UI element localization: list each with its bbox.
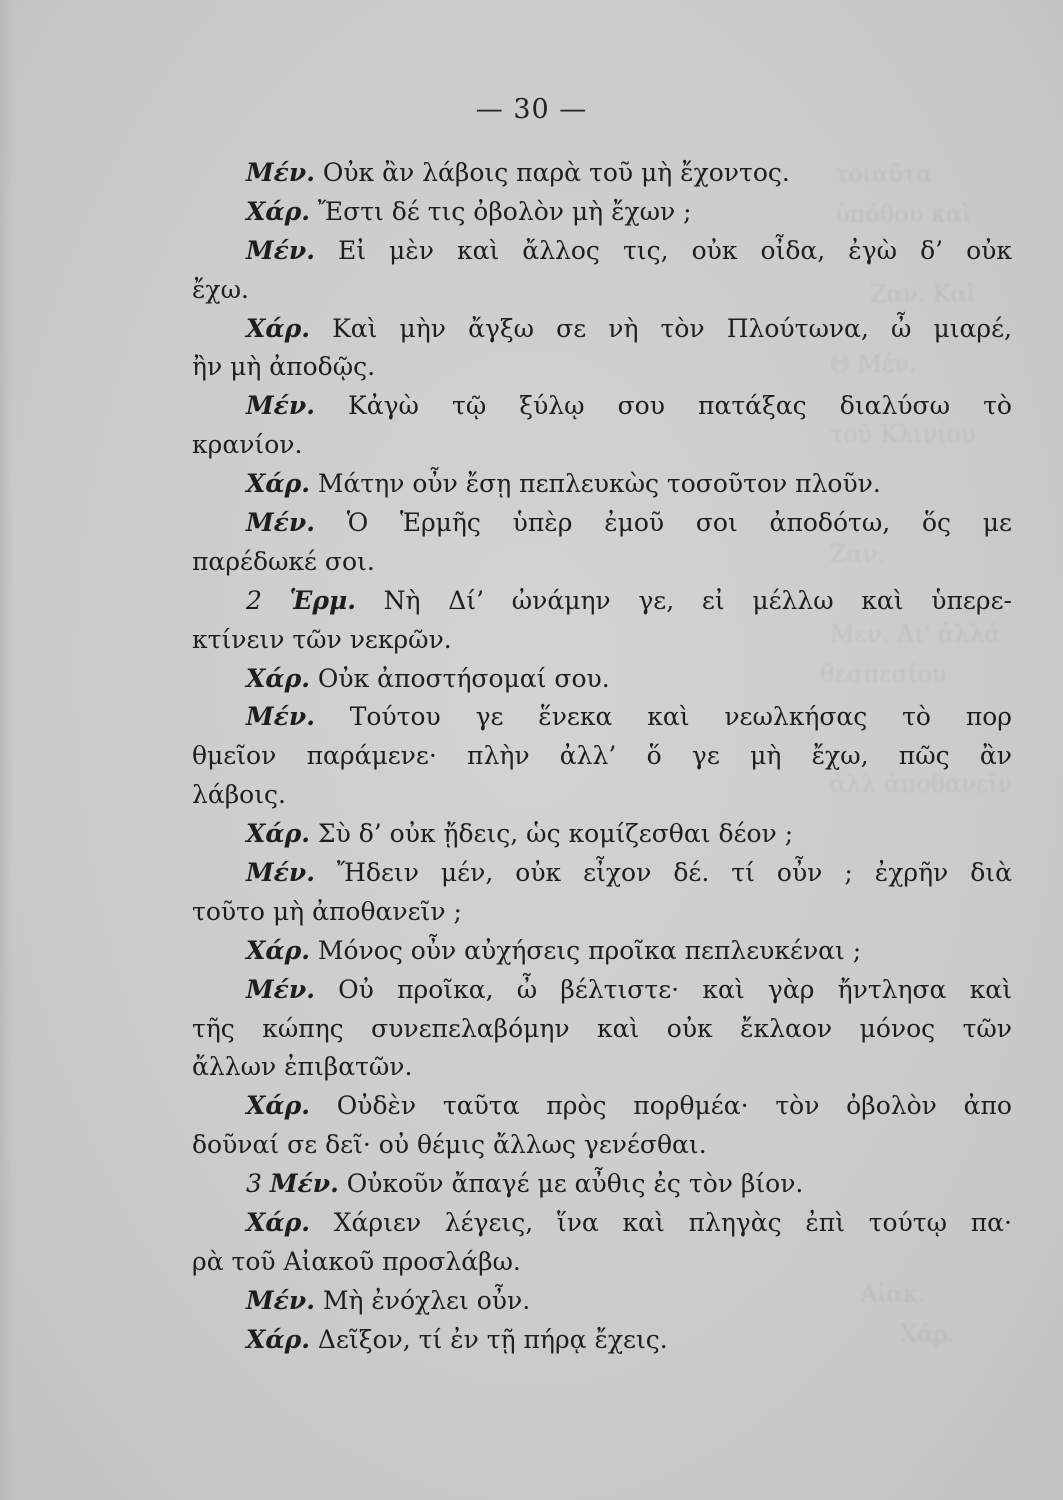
- line-text: Καὶ μὴν ἄγξω σε νὴ τὸν Πλούτωνα, ὦ μιαρέ,: [309, 313, 1012, 343]
- line-text: λάβοις.: [192, 780, 286, 810]
- line-text: ἔχω.: [192, 274, 249, 304]
- line-text: Οὐκ ἀποστήσομαί σου.: [309, 663, 610, 693]
- section-number: 3: [246, 1169, 262, 1199]
- text-line: [192, 232, 1012, 271]
- line-text: Οὐκοῦν ἄπαγέ με αὖθις ἐς τὸν βίον.: [338, 1169, 804, 1199]
- speaker-label: Χάρ.: [246, 1091, 310, 1121]
- text-line: [192, 698, 1012, 737]
- text-line: [192, 1321, 1012, 1360]
- speaker-label: Μέν.: [246, 858, 315, 888]
- speaker-label: Χάρ.: [246, 1208, 310, 1238]
- line-text: παρέδωκέ σοι.: [192, 546, 375, 576]
- line-text: ἄλλων ἐπιβατῶν.: [192, 1052, 413, 1082]
- text-line: [192, 854, 1012, 893]
- text-line: [192, 776, 1012, 815]
- text-line: [192, 737, 1012, 776]
- line-text: ἢν μὴ ἀποδῷς.: [192, 352, 376, 382]
- line-text: Οὐκ ἂν λάβοις παρὰ τοῦ μὴ ἔχοντος.: [314, 158, 790, 187]
- section-number: 2: [246, 585, 262, 615]
- line-text: Μάτην οὖν ἔσῃ πεπλευκὼς τοσοῦτον πλοῦν.: [309, 469, 881, 499]
- text-line: [192, 893, 1012, 932]
- line-text: Ὁ Ἑρμῆς ὑπὲρ ἐμοῦ σοι ἀποδότω, ὅς με: [314, 508, 1012, 538]
- text-line: [192, 1282, 1012, 1321]
- text-line: [192, 932, 1012, 971]
- line-text: θμεῖον παράμενε· πλὴν ἀλλ’ ὅ γε μὴ ἔχω, πῶς ἂν: [192, 741, 1012, 771]
- speaker-label: Χάρ.: [246, 1324, 310, 1354]
- line-text: Δεῖξον, τί ἐν τῇ πήρᾳ ἔχεις.: [309, 1324, 668, 1354]
- text-line: [192, 426, 1012, 465]
- text-line: [192, 1048, 1012, 1087]
- text-line: [192, 1204, 1012, 1243]
- line-text: Οὐ προῖκα, ὦ βέλτιστε· καὶ γὰρ ἤντλησα καὶ: [314, 974, 1012, 1004]
- speaker-label: Χάρ.: [246, 663, 310, 693]
- speaker-label: Μέν.: [246, 391, 315, 421]
- line-text: Ἤδειν μέν, οὐκ εἶχον δέ. τί οὖν ; ἐχρῆν διὰ: [314, 858, 1012, 888]
- speaker-label: Χάρ.: [246, 469, 310, 499]
- line-text: Ἔστι δέ τις ὀβολὸν μὴ ἔχων ;: [309, 196, 692, 226]
- speaker-label: Χάρ.: [246, 313, 310, 343]
- line-text: κρανίον.: [192, 430, 303, 460]
- line-text: Μόνος οὖν αὐχήσεις προῖκα πεπλευκέναι ;: [309, 935, 862, 965]
- line-text: Μὴ ἐνόχλει οὖν.: [314, 1285, 531, 1315]
- speaker-label: Χάρ.: [246, 196, 310, 226]
- line-text: ρὰ τοῦ Αἰακοῦ προσλάβω.: [192, 1246, 521, 1276]
- page-edge-shadow: [0, 0, 14, 1500]
- text-line: [192, 815, 1012, 854]
- line-text: τοῦτο μὴ ἀποθανεῖν ;: [192, 896, 462, 926]
- text-line: [192, 582, 1012, 621]
- text-line: [192, 154, 1012, 193]
- text-line: [192, 310, 1012, 349]
- line-text: δοῦναί σε δεῖ· οὐ θέμις ἄλλως γενέσθαι.: [192, 1130, 707, 1160]
- text-line: [192, 348, 1012, 387]
- text-line: [192, 1126, 1012, 1165]
- speaker-label: Μέν.: [246, 974, 315, 1004]
- line-text: τῆς κώπης συνεπελαβόμην καὶ οὐκ ἔκλαον μόνος τῶν: [192, 1013, 1012, 1043]
- line-text: Εἰ μὲν καὶ ἄλλος τις, οὐκ οἶδα, ἐγὼ δ’ οὐκ: [314, 235, 1012, 265]
- text-line: [192, 465, 1012, 504]
- speaker-label: Μέν.: [246, 1285, 315, 1315]
- line-text: Σὺ δ’ οὐκ ᾔδεις, ὡς κομίζεσθαι δέον ;: [309, 819, 794, 849]
- text-line: [192, 1010, 1012, 1049]
- line-text: Νὴ Δί’ ὠνάμην γε, εἰ μέλλω καὶ ὑπερε-: [355, 585, 1012, 615]
- text-line: [192, 660, 1012, 699]
- text-line: [192, 971, 1012, 1010]
- text-line: [192, 1243, 1012, 1282]
- bleed-through: τοιαῦτα ὑπόθου καὶ Ζαν. Καὶ Θ Μέν. τοῦ Κλινίου Ζαν. Μεν. Δι' ἀλλά θεσπεσίου ἀλλ ἀποθανεῖν Αἰακ. Χάρ.: [820, 160, 1013, 1348]
- text-line: [192, 504, 1012, 543]
- speaker-label: Ἑρμ.: [289, 585, 356, 615]
- speaker-label: Μέν.: [269, 1169, 339, 1199]
- speaker-label: Μέν.: [246, 158, 315, 187]
- speaker-label: Χάρ.: [246, 819, 310, 849]
- line-text: Κἀγὼ τῷ ξύλῳ σου πατάξας διαλύσω τὸ: [314, 391, 1012, 421]
- line-text: Τούτου γε ἕνεκα καὶ νεωλκήσας τὸ πορ: [314, 702, 1012, 732]
- speaker-label: Μέν.: [246, 702, 315, 732]
- text-line: [192, 1087, 1012, 1126]
- text-line: [192, 1165, 1012, 1204]
- text-line: [192, 193, 1012, 232]
- text-block: [192, 154, 1012, 1360]
- speaker-label: Μέν.: [246, 235, 315, 265]
- line-text: Χάριεν λέγεις, ἵνα καὶ πληγὰς ἐπὶ τούτῳ πα·: [309, 1208, 1012, 1238]
- line-text: Οὐδὲν ταῦτα πρὸς πορθμέα· τὸν ὀβολὸν ἀπο: [309, 1091, 1012, 1121]
- page-number: — 30 —: [475, 94, 588, 125]
- speaker-label: Μέν.: [246, 508, 315, 538]
- text-line: [192, 271, 1012, 310]
- text-line: [192, 387, 1012, 426]
- text-line: [192, 543, 1012, 582]
- text-line: [192, 621, 1012, 660]
- line-text: κτίνειν τῶν νεκρῶν.: [192, 624, 452, 654]
- speaker-label: Χάρ.: [246, 935, 310, 965]
